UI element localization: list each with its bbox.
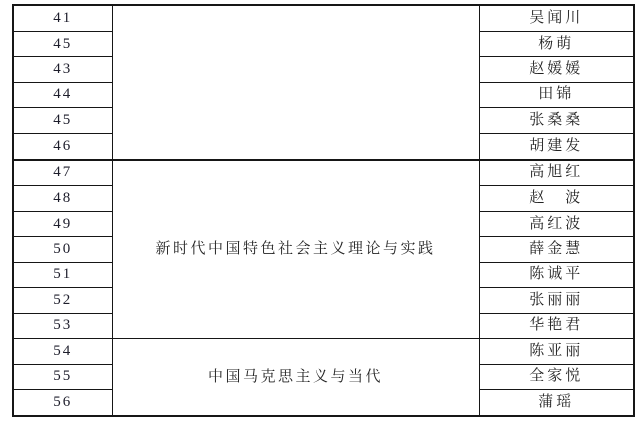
student-name-cell: 陈亚丽 [479,339,634,364]
seq-number-cell: 43 [13,57,112,82]
student-name-cell: 全家悦 [479,364,634,389]
table-row [13,5,634,31]
student-name-cell: 华艳君 [479,313,634,338]
student-name-cell: 田锦 [479,82,634,107]
student-name-cell: 陈诚平 [479,262,634,287]
seq-number-cell: 56 [13,390,112,416]
seq-number-cell: 55 [13,364,112,389]
student-name-cell: 薛金慧 [479,237,634,262]
seq-number-cell: 47 [13,160,112,186]
seq-number-cell: 53 [13,313,112,338]
table-row [13,160,634,186]
seq-number-cell: 54 [13,339,112,364]
seq-number-cell: 41 [13,5,112,31]
student-name-cell: 赵媛媛 [479,57,634,82]
course-name-cell-empty [112,5,479,160]
course-name-cell: 中国马克思主义与当代 [112,339,479,416]
student-name-cell: 高红波 [479,211,634,236]
student-name-cell: 杨萌 [479,31,634,56]
seq-number-cell: 48 [13,186,112,211]
student-name-cell: 胡建发 [479,133,634,159]
student-name-cell: 张桑桑 [479,108,634,133]
student-name-cell: 蒲瑶 [479,390,634,416]
seq-number-cell: 49 [13,211,112,236]
course-roster-table [12,4,635,417]
seq-number-cell: 45 [13,31,112,56]
student-name-cell: 张丽丽 [479,288,634,313]
course-name-cell: 新时代中国特色社会主义理论与实践 [112,160,479,339]
seq-number-cell: 52 [13,288,112,313]
student-name-cell: 赵 波 [479,186,634,211]
seq-number-cell: 44 [13,82,112,107]
student-name-cell: 高旭红 [479,160,634,186]
seq-number-cell: 50 [13,237,112,262]
seq-number-cell: 45 [13,108,112,133]
student-name-cell: 吴闻川 [479,5,634,31]
table-row [13,339,634,364]
seq-number-cell: 51 [13,262,112,287]
seq-number-cell: 46 [13,133,112,159]
